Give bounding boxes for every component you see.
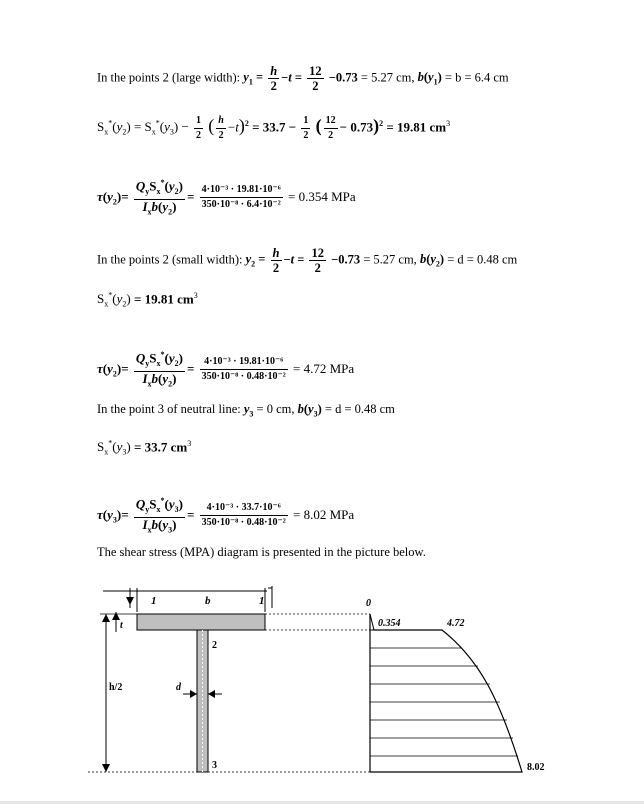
stress-value-top: 0.354 [378, 618, 401, 629]
point-label-2: 2 [212, 640, 217, 651]
static-moment-neutral-eq: $S_x^*(y_3) = 33.7$ $cm^3$ [97, 439, 192, 457]
point-label-3: 3 [212, 760, 217, 771]
stress-value-flange: 4.72 [447, 618, 465, 629]
label-b: b [205, 595, 211, 607]
static-moment-small-eq: $S_x^*(y_2) = 19.81$ $cm^3$ [97, 291, 198, 309]
large-width-line: In the points 2 (large width): $y_1$ = $\frac{h}{2}$ −t = $\frac{12}{2}$ −0.73 = 5.27 cm, $b(y_1) = b = 6.4$ cm [97, 64, 509, 93]
stress-value-neutral: 8.02 [527, 762, 545, 773]
small-width-line: In the points 2 (small width): $y_2$ = $\frac{h}{2}$ −t = $\frac{12}{2}$ −0.73 = 5.27 cm, $b(y_2) = d = 0.48$ cm [97, 246, 518, 275]
neutral-line: In the point 3 of neutral line: $y_3 = 0$ cm, $b(y_3) = d = 0.48$ cm [97, 402, 395, 419]
tau-neutral-eq: $\tau(y_3)=$ $\frac{Q_yS_x^*(y_3)}{I_xb(y_3)}$ = $\frac{\text{4·10⁻³ · 33.7·10⁻⁶}}{\text{350·10⁻⁸ · 0.48·10⁻²}}$ = 8.02 MPa [97, 496, 355, 535]
label-zero: 0 [366, 598, 371, 609]
label-d: d [176, 682, 181, 693]
label-h2: h/2 [109, 682, 123, 693]
section-label-1-left: 1 [151, 595, 157, 607]
label-t: t [120, 620, 123, 631]
flange [137, 614, 265, 630]
tau-small-eq: $\tau(y_2)=$ $\frac{Q_yS_x^*(y_2)}{I_xb(y_2)}$ = $\frac{\text{4·10⁻³ · 19.81·10⁻⁶}}{\text{350·10⁻⁸ · 0.48·10⁻²}}$ = 4.72 MPa [97, 350, 355, 389]
section-label-1-right: 1 [259, 595, 265, 607]
diagram-caption: The shear stress (MPA) diagram is presented in the picture below. [97, 545, 426, 559]
web-stress-curve [370, 630, 522, 772]
static-moment-large-eq: $S_x^*(y_2) = S_x^*(y_3)$ − $\frac{1}{2}$ ( $\frac{h}{2}$ −t)$^2$ = 33.7 − $\frac{1}{2}$ ( $\frac{12}{2}$ − 0.73)$^2$ = 19.81 $cm^3$ [97, 115, 451, 141]
page-bottom-rule [0, 801, 644, 804]
tau-large-eq: $\tau(y_2)=$ $\frac{Q_yS_x^*(y_2)}{I_xb(y_2)}$ = $\frac{\text{4·10⁻³ · 19.81·10⁻⁶}}{\text{350·10⁻⁸ · 6.4·10⁻²}}$ = 0.354 MPa [97, 178, 356, 217]
